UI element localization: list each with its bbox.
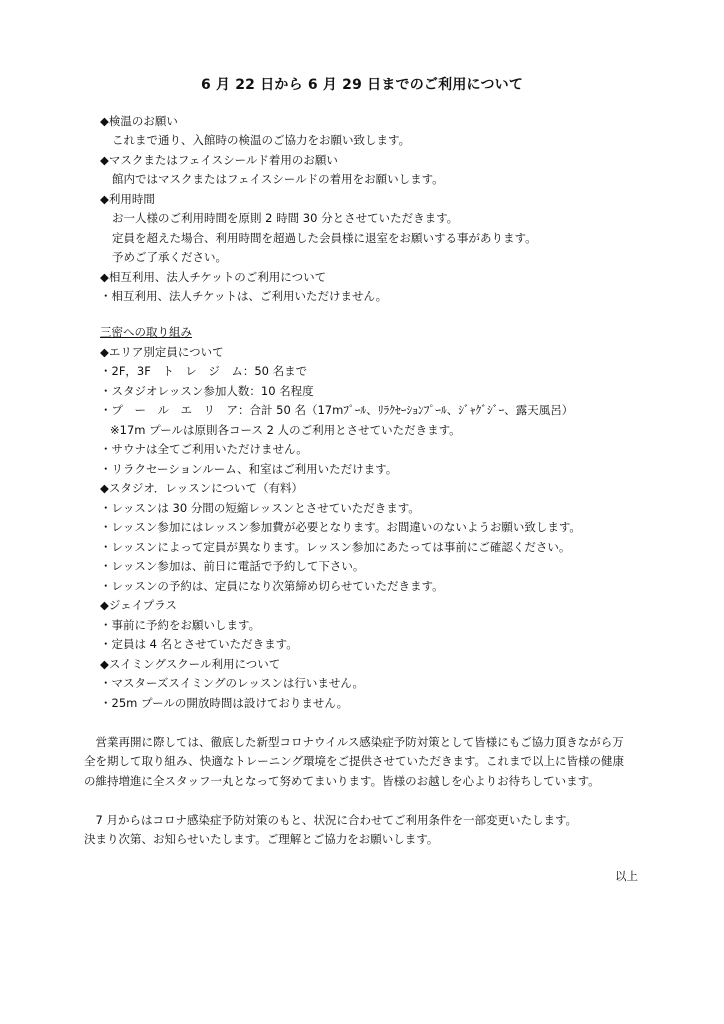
paragraph-2-line-1: 7 月からはコロナ感染症予防対策のもと、状況に合わせてご利用条件を一部変更いたします。 <box>84 813 578 827</box>
swim-item-1: ・マスターズスイミングのレッスンは行いません。 <box>100 676 365 690</box>
kenon-text: これまで通り、入館時の検温のご協力をお願い致します。 <box>112 133 411 147</box>
studio-item-5: ・レッスンの予約は、定員になり次第締め切らせていただきます。 <box>100 579 444 593</box>
area-item-1: ・2F，3F ト レ ジ ム：50 名まで <box>100 364 308 378</box>
paragraph-1-line-1: 営業再開に際しては、徹底した新型コロナウイルス感染症予防対策として皆様にもご協力頂きながら万 <box>84 735 624 749</box>
studio-item-1: ・レッスンは 30 分間の短縮レッスンとさせていただきます。 <box>100 501 420 515</box>
mutual-text: ・相互利用、法人チケットは、ご利用いただけません。 <box>100 289 388 303</box>
jplus-heading: ◆ジェイプラス <box>100 598 177 612</box>
jplus-item-1: ・事前に予約をお願いします。 <box>100 618 261 632</box>
closing-text: 以上 <box>615 869 638 883</box>
studio-item-4: ・レッスン参加は、前日に電話で予約して下さい。 <box>100 559 365 573</box>
area-note: ※17m プールは原則各コース 2 人のご利用とさせていただきます。 <box>110 423 461 437</box>
mask-heading: ◆マスクまたはフェイスシールド着用のお願い <box>100 153 338 167</box>
studio-item-3: ・レッスンによって定員が異なります。レッスン参加にあたっては事前にご確認ください。 <box>100 540 571 554</box>
jplus-item-2: ・定員は 4 名とさせていただきます。 <box>100 637 298 651</box>
time-text-3: 予めご了承ください。 <box>112 250 227 264</box>
time-heading: ◆利用時間 <box>100 192 155 206</box>
relax-item: ・リラクセーションルーム、和室はご利用いただけます。 <box>100 462 398 476</box>
mask-text: 館内ではマスクまたはフェイスシールドの着用をお願いします。 <box>112 172 444 186</box>
paragraph-1-line-3: の維持増進に全スタッフ一丸となって努めてまいります。皆様のお越しを心よりお待ちしています。 <box>84 774 600 788</box>
area-item-2: ・スタジオレッスン参加人数：10 名程度 <box>100 384 314 398</box>
time-text-2: 定員を超えた場合、利用時間を超過した会員様に退室をお願いする事があります。 <box>112 231 537 245</box>
area-item-3: ・プ ー ル エ リ ア：合計 50 名（17mﾌﾟｰﾙ、ﾘﾗｸｾｰｼｮﾝﾌﾟｰﾙ、ｼﾞｬｸﾞｼﾞｰ、露天風呂） <box>100 403 574 417</box>
document-title: 6 月 22 日から 6 月 29 日までのご利用について <box>200 77 524 93</box>
paragraph-2-line-2: 決まり次第、お知らせいたします。ご理解とご協力をお願いします。 <box>84 832 439 846</box>
sanmitsu-heading: 三密への取り組み <box>100 325 192 339</box>
paragraph-1-line-2: 全を期して取り組み、快適なトレーニング環境をご提供させていただきます。これまで以上に皆様の健康 <box>84 754 625 768</box>
mutual-heading: ◆相互利用、法人チケットのご利用について <box>100 270 327 284</box>
area-heading: ◆エリア別定員について <box>100 345 224 359</box>
studio-item-2: ・レッスン参加にはレッスン参加費が必要となります。お間違いのないようお願い致します。 <box>100 520 581 534</box>
swim-heading: ◆スイミングスクール利用について <box>100 657 281 671</box>
time-text-1: お一人様のご利用時間を原則 2 時間 30 分とさせていただきます。 <box>112 211 459 225</box>
sauna-item: ・サウナは全てご利用いただけません。 <box>100 442 308 456</box>
swim-item-2: ・25m プールの開放時間は設けておりません。 <box>100 696 349 710</box>
studio-heading: ◆スタジオ．レッスンについて（有料） <box>100 481 303 495</box>
kenon-heading: ◆検温のお願い <box>100 114 178 128</box>
